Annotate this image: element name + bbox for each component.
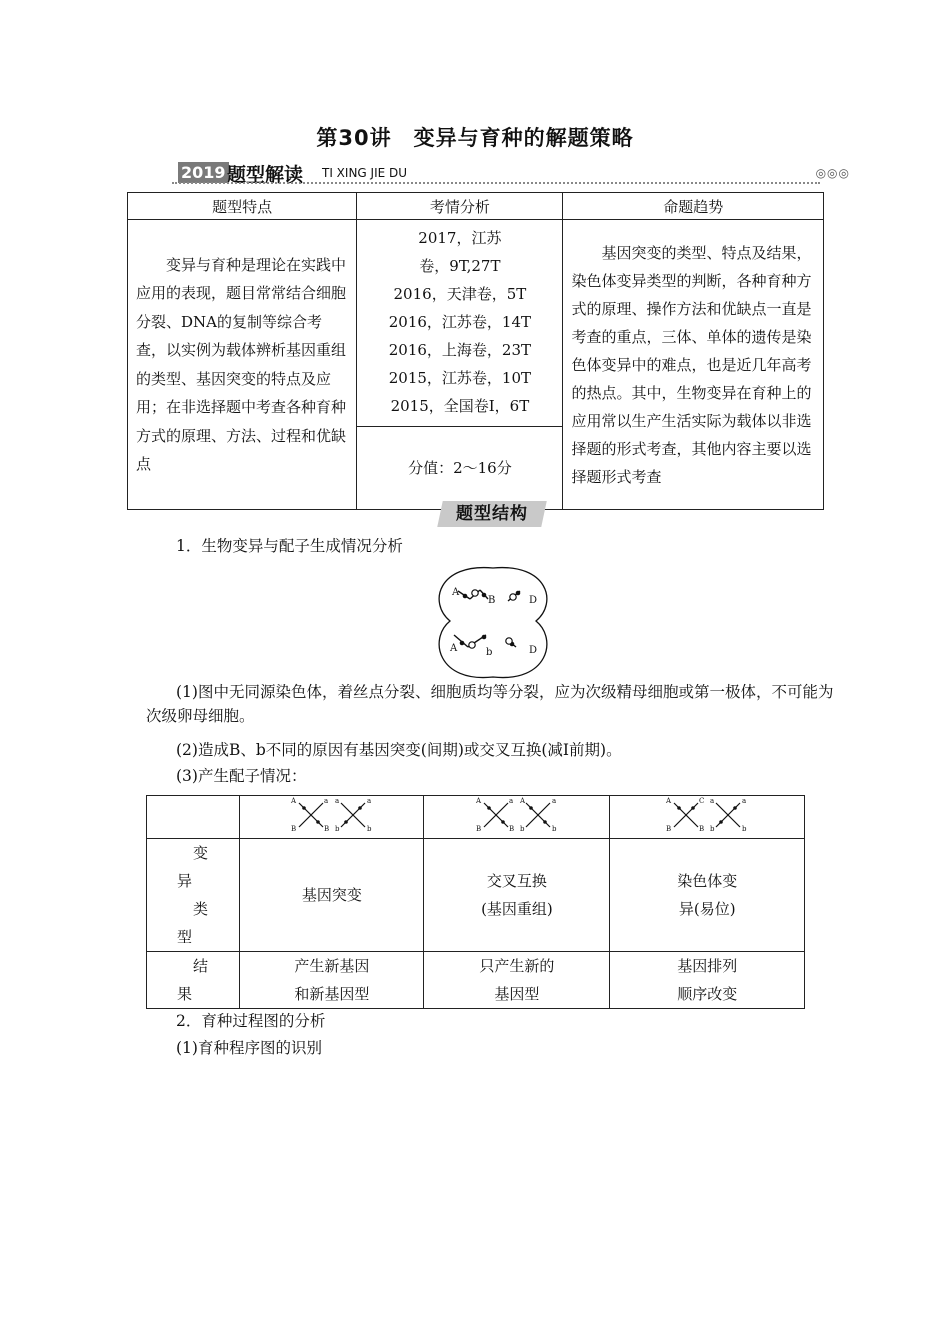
note-1-text: (1)图中无同源染色体，着丝点分裂、细胞质均等分裂，应为次级精母细胞或第一极体，不可能为次级卵母细胞。: [146, 683, 834, 725]
diagram-cell: [240, 796, 424, 839]
banner-year: 2019: [178, 162, 229, 183]
gene-label: a: [508, 797, 514, 805]
type-text: 基因突变: [301, 886, 362, 904]
gene-label: a: [323, 797, 329, 805]
analysis-line: 2015，全国卷Ⅰ，6T: [390, 397, 530, 415]
gene-label: D: [529, 645, 538, 656]
result-text: 和新基因型: [294, 985, 370, 1003]
header-analysis: 考情分析: [357, 193, 563, 220]
result-text: 只产生新的: [479, 957, 555, 975]
chromosome-cross-diagram: [662, 797, 752, 833]
result-text: 基因型: [494, 985, 540, 1003]
type-text: (基因重组): [481, 900, 553, 918]
gene-label: b: [334, 825, 340, 833]
row-label-char: 结: [193, 957, 209, 975]
diagram-cell: [424, 796, 610, 839]
banner-title: 题型解读: [227, 164, 304, 186]
type-cell: [610, 839, 805, 952]
centromere: [510, 594, 516, 600]
table-row: [147, 952, 805, 1009]
analysis-cell: [357, 220, 563, 510]
gene-label: b: [742, 825, 747, 833]
gene-label: A: [666, 797, 672, 805]
item-2-subheading: (1)育种程序图的识别: [176, 1039, 322, 1057]
analysis-line: 2016，上海卷，23T: [388, 341, 532, 359]
row-label-char: 变: [193, 844, 209, 862]
note-1: [146, 680, 836, 728]
gene-label: B: [666, 825, 672, 833]
empty-cell: [147, 796, 240, 839]
result-text: 顺序改变: [677, 985, 738, 1003]
gene-label: b: [366, 825, 372, 833]
gene-label: a: [710, 797, 715, 805]
analysis-line: 2015，江苏卷，10T: [388, 369, 532, 387]
gene-dot: [516, 591, 521, 596]
gene-label: a: [551, 797, 557, 805]
gene-label: B: [323, 825, 330, 833]
type-cell: [240, 839, 424, 952]
row-label-char: 异: [177, 872, 193, 890]
gene-label: B: [290, 825, 297, 833]
gene-label: b: [519, 825, 525, 833]
table-row: [128, 220, 824, 510]
result-cell: [610, 952, 805, 1009]
gene-dot: [482, 635, 487, 640]
analysis-line: 2017，江苏: [418, 229, 502, 247]
diagram-cell: [610, 796, 805, 839]
centromere: [469, 642, 475, 648]
table-row: [147, 839, 805, 952]
feature-cell: 变异与育种是理论在实践中应用的表现，题目常常结合细胞分裂、DNA的复制等综合考查，以实例为载体辨析基因重组的类型、基因突变的特点及应用；在非选择题中考查各种育种方式的原理、方法、过程和优缺点: [128, 220, 357, 510]
section-banner-interpretation: [172, 160, 850, 186]
gene-label: B: [475, 825, 482, 833]
gene-label: A: [290, 797, 296, 805]
cell-division-figure: [428, 563, 558, 683]
gene-label: a: [334, 797, 340, 805]
row-label-char: 型: [177, 928, 193, 946]
score-value: 分值：2～16分: [408, 459, 512, 477]
gene-dot: [482, 593, 487, 598]
gene-label: C: [699, 797, 705, 805]
table-row: [147, 796, 805, 839]
analysis-table: [127, 192, 824, 510]
result-text: 产生新基因: [294, 957, 370, 975]
result-cell: [240, 952, 424, 1009]
row-label-char: 类: [193, 900, 209, 918]
item-1-heading: 1．生物变异与配子生成情况分析: [176, 537, 403, 555]
gene-dot: [460, 641, 465, 646]
analysis-line: 2016，天津卷，5T: [393, 285, 527, 303]
chromosome-cross-diagram: [287, 797, 377, 833]
section-structure-heading: 题型结构: [456, 504, 528, 524]
item-2-heading: 2．育种过程图的分析: [176, 1012, 326, 1030]
gene-label: D: [529, 595, 538, 606]
page-title: 第30讲 变异与育种的解题策略: [316, 126, 634, 150]
row-label-char: 果: [177, 985, 193, 1003]
chromosome-cross-diagram: [472, 797, 562, 833]
header-feature: 题型特点: [128, 193, 357, 220]
gene-label: A: [450, 643, 458, 654]
row-label-type: [147, 839, 240, 952]
row-label-result: [147, 952, 240, 1009]
gene-label: b: [710, 825, 715, 833]
note-3: (3)产生配子情况：: [176, 767, 307, 785]
table-header-row: [128, 193, 824, 220]
gene-label: b: [551, 825, 557, 833]
gene-label: b: [486, 647, 493, 658]
header-trend: 命题趋势: [563, 193, 824, 220]
gene-label: B: [488, 595, 496, 606]
banner-dots-icon: ◎◎◎: [815, 166, 850, 180]
type-text: 异(易位): [678, 900, 736, 918]
note-2: (2)造成B、b不同的原因有基因突变(间期)或交叉互换(减Ⅰ前期)。: [176, 741, 622, 759]
centromere: [506, 638, 512, 644]
result-cell: [424, 952, 610, 1009]
gene-label: a: [366, 797, 372, 805]
gene-label: B: [508, 825, 515, 833]
banner-pinyin: TI XING JIE DU: [322, 166, 408, 180]
gene-label: B: [699, 825, 705, 833]
gene-label: a: [742, 797, 747, 805]
banner-divider: [172, 182, 820, 184]
centromere: [472, 590, 478, 596]
type-text: 染色体变: [677, 872, 738, 890]
gene-label: A: [475, 797, 481, 805]
analysis-line: 卷，9T,27T: [419, 257, 501, 275]
trend-cell: 基因突变的类型、特点及结果，染色体变异类型的判断，各种育种方式的原理、操作方法和优缺点一直是考查的重点，三体、单体的遗传是染色体变异中的难点，也是近几年高考的热点。其中，生物变异在育种上的应用常以生产生活实际为载体以非选择题的形式考查，其他内容主要以选择题形式考查: [563, 220, 824, 510]
type-cell: [424, 839, 610, 952]
gene-label: A: [519, 797, 525, 805]
gene-label: A: [452, 587, 460, 598]
result-text: 基因排列: [677, 957, 738, 975]
analysis-line: 2016，江苏卷，14T: [388, 313, 532, 331]
type-text: 交叉互换: [486, 872, 547, 890]
gene-dot: [463, 594, 468, 599]
gamete-table: [146, 795, 805, 1009]
